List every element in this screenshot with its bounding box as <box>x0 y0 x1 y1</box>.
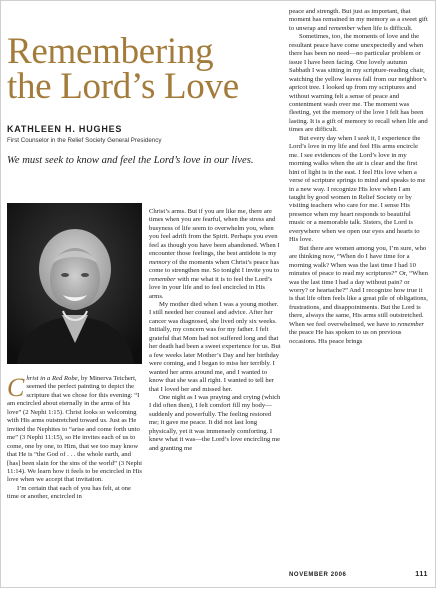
col2-p1-part-a: Christ’s arms. But if you are like me, there are times when you are fearful, when the stress and busyness of life seem to overwhelm you, when you feel adrift from the Spirit. Perhaps you even feel as though you have been abandoned. When I encounter those feelings, the best antidote is my <box>149 208 280 258</box>
col3-p1-part-a: peace and strength. But just as important, that moment has remained in my memory as a sweet gift to unwrap and <box>289 8 428 32</box>
author-portrait-photo <box>7 203 142 364</box>
col3-p4-part-b: the peace He has spoken to us on previous occasions. His peace brings <box>289 329 402 345</box>
col2-p1-part-b: of the moments when Christ’s peace has come to strengthen me. So tonight I invite you to <box>149 258 280 275</box>
col3-paragraph-1 <box>289 8 428 33</box>
col1-paragraph-2: I’m certain that each of you has felt, at one time or another, encircled in <box>7 484 131 501</box>
col2-p1-part-c: with me what it is to feel the Lord’s love in your life and to feel encircled in His arms. <box>149 275 273 300</box>
title-line-2: the Lord’s Love <box>7 66 239 107</box>
col3-paragraph-3 <box>289 135 428 245</box>
col3-p1-part-b: when life is difficult. <box>355 24 413 32</box>
article-title <box>7 31 287 107</box>
col2-paragraph-1 <box>149 208 281 301</box>
body-column-1 <box>7 375 142 502</box>
col3-p4-part-a: But there are women among you, I’m sure, who are thinking now, “When do I have time for a morning walk? When was the last time I had 10 minutes of peace to read my scriptures?” Or, “When was the last time I had a day without pain? or worry? or heartache?” And I recognize how true it is that life often feels like a great pile of obligations, frustrations, and disappointments. But the Lord is there, always the same, His arms still outstretched. When we feel overwhelmed, we have to <box>289 244 428 328</box>
page-footer <box>289 572 428 578</box>
col2-paragraph-2: My mother died when I was a young mother. I still needed her counsel and advice. After her cancer was diagnosed, she lived only six weeks. Initially, my concern was for my father. I felt grateful that Mom had not suffered long and that her death had been a sweet experience for us. But a few weeks later Mother’s Day and her birthday were coming, and I began to miss her terribly. I wanted her arms around me, and I wanted to know that she was all right. I wanted to tell her that I loved her and missed her. <box>149 300 281 393</box>
col2-paragraph-3: One night as I was praying and crying (which I did often then), I felt comfort fill my body—suddenly and powerfully. The feeling restored me; it gave me peace. It did not last long physically, yet it was immensely comforting. I knew what it was—the Lord’s love encircling me and granting me <box>149 393 281 452</box>
drop-cap: C <box>7 373 25 402</box>
article-subtitle: We must seek to know and feel the Lord’s love in our lives. <box>7 155 254 166</box>
col1-paragraph-1 <box>7 375 142 485</box>
body-column-2 <box>149 208 281 453</box>
col3-p3-part-b: it, I experience the Lord’s love in my life and feel His arms encircle me. I see evidences of the Lord’s love in my morning walks when the air is clear and the first hint of light is in the east. I feel His love when a verse of scripture springs to mind and speaks to me in a new way. I recognize His love when I am taught by good women in Relief Society or by visiting teachers who care for me. I sense His presence when my heart responds to beautiful music or a memorable talk. Sisters, the Lord is everywhere when we open our eyes and hearts to His love. <box>289 134 426 244</box>
col3-p1-emphasis: remember <box>328 24 356 32</box>
col2-p1-emphasis-memory: memory <box>149 258 171 266</box>
col3-paragraph-4 <box>289 245 428 346</box>
col2-p1-emphasis-remember: remember <box>149 275 176 283</box>
issue-date: NOVEMBER 2006 <box>289 572 347 578</box>
col3-p3-emphasis: seek <box>357 134 370 142</box>
col1-paragraph-1-text: by Minerva Teichert, seemed the perfect painting to depict the scripture that we chose for this evening: “I am encircled about eternally in the arms of his love” (2 Nephi 1:15). Christ looks so welcoming with His arms outstretched toward us. Just as He invited the Nephites to “arise and come forth unto me” (3 Nephi 11:15), so He invites each of us to come, one by one, to Him, that we too may know that He is “the God of . . . the whole earth, and [has] been slain for the sins of the world” (3 Nephi 11:14). We learn how it feels to be encircled in His love when we accept that invitation. <box>7 375 143 484</box>
author-name: KATHLEEN H. HUGHES <box>7 124 123 134</box>
col3-p4-emphasis: remember <box>397 320 425 328</box>
portrait-illustration <box>7 203 142 364</box>
painting-title: hrist in a Red Robe, <box>26 375 80 382</box>
col3-p3-part-a: But every day when I <box>299 134 358 142</box>
col3-paragraph-2: Sometimes, too, the moments of love and the resultant peace have come unexpectedly and when there has been no need—no particular problem or issue I have been facing. One lovely autumn Sabbath I was sitting in my scripture-reading chair, watching the yellow leaves fall from our neighbor’s apricot tree. I looked up from my scriptures and without warning felt a sense of peace and contentment wash over me. The moment was fleeting, yet the memory of the love I felt has been lasting. It is a gift of memory to recall when life and times are difficult. <box>289 33 428 134</box>
body-column-3 <box>289 8 428 346</box>
title-line-1: Remembering <box>7 31 214 72</box>
page-number: 111 <box>415 571 428 578</box>
author-role: First Counselor in the Relief Society General Presidency <box>7 137 162 144</box>
